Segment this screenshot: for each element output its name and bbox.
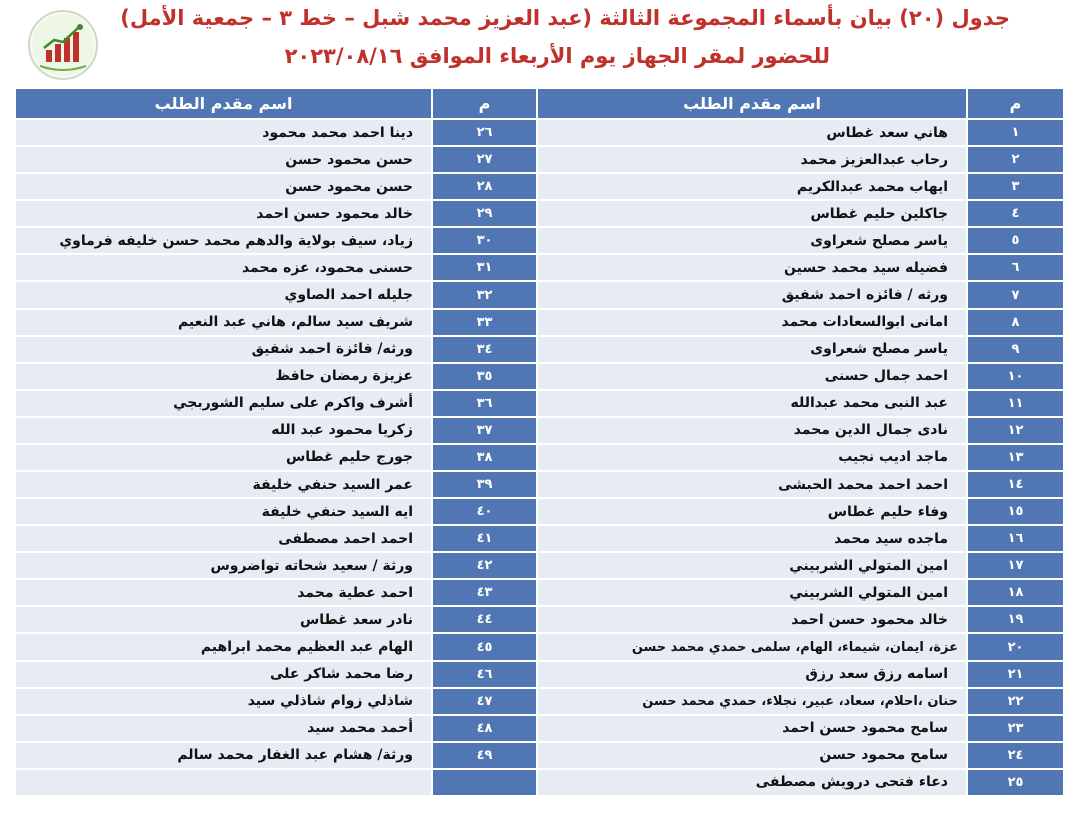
table-row	[16, 662, 536, 687]
applicant-name-cell: ورثه / فائزه احمد شفيق	[538, 282, 966, 307]
applicant-name-cell: خالد محمود حسن احمد	[16, 201, 431, 226]
table-row	[16, 689, 536, 714]
row-number-cell: ٤٧	[433, 689, 536, 714]
table-row	[538, 445, 1063, 470]
table-row	[16, 526, 536, 551]
row-number-cell: ١٦	[968, 526, 1063, 551]
applicant-name-cell: خالد محمود حسن احمد	[538, 607, 966, 632]
applicant-name-cell: شاذلي زوام شاذلي سيد	[16, 689, 431, 714]
row-number-cell: ٣١	[433, 255, 536, 280]
table-header-row	[16, 89, 536, 118]
applicant-name-cell: امين المتولي الشربيني	[538, 580, 966, 605]
row-number-cell: ١٢	[968, 418, 1063, 443]
row-number-cell: ٤٥	[433, 634, 536, 659]
table-row	[538, 228, 1063, 253]
table-row	[538, 526, 1063, 551]
table-row	[16, 743, 536, 768]
applicant-name-cell: ياسر مصلح شعراوى	[538, 337, 966, 362]
table-row	[538, 282, 1063, 307]
row-number-cell: ٣	[968, 174, 1063, 199]
applicant-name-cell: ماجد اديب نجيب	[538, 445, 966, 470]
applicant-name-cell: وفاء حليم غطاس	[538, 499, 966, 524]
table-row	[16, 553, 536, 578]
row-number-cell: ٦	[968, 255, 1063, 280]
applicant-name-cell: أحمد محمد سيد	[16, 716, 431, 741]
table-row	[16, 310, 536, 335]
row-number-cell: ٤	[968, 201, 1063, 226]
table-row	[16, 282, 536, 307]
table-row	[538, 553, 1063, 578]
table-row	[16, 499, 536, 524]
row-number-cell: ٤٣	[433, 580, 536, 605]
applicant-name-cell: حنان ،احلام، سعاد، عبير، نجلاء، حمدي محمد حسن	[538, 689, 966, 714]
applicant-name-cell: ايهاب محمد عبدالكريم	[538, 174, 966, 199]
applicant-name-cell: دينا احمد محمد محمود	[16, 120, 431, 145]
applicant-name-cell: ورثه/ فائزة احمد شفيق	[16, 337, 431, 362]
row-number-cell: ٣٤	[433, 337, 536, 362]
row-number-cell: ٤٤	[433, 607, 536, 632]
table-row	[538, 120, 1063, 145]
row-number-cell: ٤٦	[433, 662, 536, 687]
applicant-name-cell: هاني سعد غطاس	[538, 120, 966, 145]
row-number-cell: ٣٠	[433, 228, 536, 253]
row-number-cell: ٢٧	[433, 147, 536, 172]
row-number-cell: ٣٣	[433, 310, 536, 335]
table-row	[538, 364, 1063, 389]
page-subtitle: للحضور لمقر الجهاز يوم الأربعاء الموافق ٢٠٢٣/٠٨/١٦	[284, 44, 830, 68]
row-number-cell: ٢٦	[433, 120, 536, 145]
table-row	[16, 391, 536, 416]
applicant-name-cell: عبد النبى محمد عبدالله	[538, 391, 966, 416]
table-row	[538, 418, 1063, 443]
applicant-name-cell: حسن محمود حسن	[16, 174, 431, 199]
applicant-name-cell: نادر سعد غطاس	[16, 607, 431, 632]
row-number-cell: ٢٢	[968, 689, 1063, 714]
association-logo	[28, 10, 98, 80]
applicant-name-cell: الهام عبد العظيم محمد ابراهيم	[16, 634, 431, 659]
applicant-name-cell: فضيله سيد محمد حسين	[538, 255, 966, 280]
applicant-name-cell: زكريا محمود عبد الله	[16, 418, 431, 443]
row-number-cell: ٥	[968, 228, 1063, 253]
row-number-cell: ٤٩	[433, 743, 536, 768]
table-row	[538, 689, 1063, 714]
row-number-cell: ٢١	[968, 662, 1063, 687]
row-number-cell: ٣٨	[433, 445, 536, 470]
column-header-name: اسم مقدم الطلب	[16, 89, 431, 118]
applicant-name-cell: جليله احمد الصاوي	[16, 282, 431, 307]
applicant-name-cell: احمد جمال حسنى	[538, 364, 966, 389]
applicant-name-cell: جورج حليم غطاس	[16, 445, 431, 470]
row-number-cell: ٤١	[433, 526, 536, 551]
table-row	[16, 418, 536, 443]
applicant-name-cell: جاكلين حليم غطاس	[538, 201, 966, 226]
row-number-cell: ٩	[968, 337, 1063, 362]
row-number-cell: ٢٨	[433, 174, 536, 199]
row-number-cell: ٢٣	[968, 716, 1063, 741]
row-number-cell: ٧	[968, 282, 1063, 307]
row-number-cell: ٤٢	[433, 553, 536, 578]
row-number-cell: ١٤	[968, 472, 1063, 497]
table-row	[538, 255, 1063, 280]
applicant-name-cell: نادى جمال الدين محمد	[538, 418, 966, 443]
table-row	[538, 770, 1063, 795]
table-row	[16, 255, 536, 280]
applicant-name-cell: رحاب عبدالعزيز محمد	[538, 147, 966, 172]
table-left-half	[16, 89, 536, 805]
row-number-cell: ١	[968, 120, 1063, 145]
applicant-name-cell: شريف سيد سالم، هاني عبد النعيم	[16, 310, 431, 335]
applicant-name-cell: دعاء فتحى درويش مصطفى	[538, 770, 966, 795]
applicant-name-cell: عزة، ايمان، شيماء، الهام، سلمى حمدي محمد حسن	[538, 634, 966, 659]
applicant-name-cell: زياد، سيف بولاية والدهم محمد حسن خليفه فرماوي	[16, 228, 431, 253]
row-number-cell: ٢٩	[433, 201, 536, 226]
table-row	[16, 147, 536, 172]
column-header-number: م	[968, 89, 1063, 118]
applicant-name-cell: ياسر مصلح شعراوى	[538, 228, 966, 253]
table-row	[538, 174, 1063, 199]
applicant-name-cell: امانى ابوالسعادات محمد	[538, 310, 966, 335]
applicant-name-cell: ايه السيد حنفي خليفة	[16, 499, 431, 524]
row-number-cell: ٣٩	[433, 472, 536, 497]
row-number-cell: ١٣	[968, 445, 1063, 470]
page-title: جدول (٢٠) بيان بأسماء المجموعة الثالثة (عبد العزيز محمد شبل – خط ٣ – جمعية الأمل)	[120, 6, 1010, 30]
applicant-name-cell: أشرف واكرم على سليم الشوربجي	[16, 391, 431, 416]
row-number-cell: ١٧	[968, 553, 1063, 578]
table-row	[16, 174, 536, 199]
row-number-cell: ٣٧	[433, 418, 536, 443]
page-header	[0, 0, 1080, 86]
applicant-name-cell: حسن محمود حسن	[16, 147, 431, 172]
table-row	[16, 445, 536, 470]
row-number-cell: ١١	[968, 391, 1063, 416]
table-row	[538, 201, 1063, 226]
row-number-cell: ٣٦	[433, 391, 536, 416]
applicant-name-cell: احمد احمد محمد الحبشى	[538, 472, 966, 497]
table-row	[16, 580, 536, 605]
table-row	[538, 580, 1063, 605]
row-number-cell: ٣٥	[433, 364, 536, 389]
table-row	[16, 607, 536, 632]
applicant-name-cell: اسامه رزق سعد رزق	[538, 662, 966, 687]
row-number-cell: ١٨	[968, 580, 1063, 605]
row-number-cell: ٤٠	[433, 499, 536, 524]
table-row	[538, 634, 1063, 659]
row-number-cell	[433, 770, 536, 795]
row-number-cell: ٨	[968, 310, 1063, 335]
row-number-cell: ٢٤	[968, 743, 1063, 768]
table-row	[16, 201, 536, 226]
table-header-row	[538, 89, 1063, 118]
table-row	[538, 743, 1063, 768]
row-number-cell: ٢٥	[968, 770, 1063, 795]
table-row	[538, 391, 1063, 416]
table-row	[538, 662, 1063, 687]
table-row	[16, 337, 536, 362]
applicant-name-cell: ورثة / سعيد شحاته تواضروس	[16, 553, 431, 578]
table-row	[16, 472, 536, 497]
column-header-name: اسم مقدم الطلب	[538, 89, 966, 118]
row-number-cell: ٢٠	[968, 634, 1063, 659]
applicant-name-cell: سامح محمود حسن	[538, 743, 966, 768]
applicant-name-cell: عمر السيد حنفي خليفة	[16, 472, 431, 497]
table-row	[538, 499, 1063, 524]
table-row	[16, 716, 536, 741]
applicant-name-cell: ماجده سيد محمد	[538, 526, 966, 551]
applicant-name-cell: ورثة/ هشام عبد الغفار محمد سالم	[16, 743, 431, 768]
table-row	[538, 337, 1063, 362]
table-row	[16, 770, 536, 795]
applicant-name-cell	[16, 770, 431, 795]
row-number-cell: ١٩	[968, 607, 1063, 632]
table-row	[538, 472, 1063, 497]
table-row	[538, 310, 1063, 335]
row-number-cell: ٢	[968, 147, 1063, 172]
row-number-cell: ٤٨	[433, 716, 536, 741]
applicant-name-cell: احمد احمد مصطفى	[16, 526, 431, 551]
table-row	[538, 607, 1063, 632]
applicant-name-cell: رضا محمد شاكر على	[16, 662, 431, 687]
row-number-cell: ٣٢	[433, 282, 536, 307]
applicant-name-cell: امين المتولي الشربيني	[538, 553, 966, 578]
table-row	[538, 147, 1063, 172]
row-number-cell: ١٥	[968, 499, 1063, 524]
table-row	[16, 120, 536, 145]
table-row	[16, 228, 536, 253]
table-row	[538, 716, 1063, 741]
row-number-cell: ١٠	[968, 364, 1063, 389]
applicant-name-cell: احمد عطية محمد	[16, 580, 431, 605]
applicant-name-cell: عزيزة رمضان حافظ	[16, 364, 431, 389]
applicant-name-cell: حسنى محمود، عزه محمد	[16, 255, 431, 280]
column-header-number: م	[433, 89, 536, 118]
attendance-table	[16, 89, 1063, 805]
table-right-half	[538, 89, 1063, 805]
applicant-name-cell: سامح محمود حسن احمد	[538, 716, 966, 741]
table-row	[16, 364, 536, 389]
table-row	[16, 634, 536, 659]
